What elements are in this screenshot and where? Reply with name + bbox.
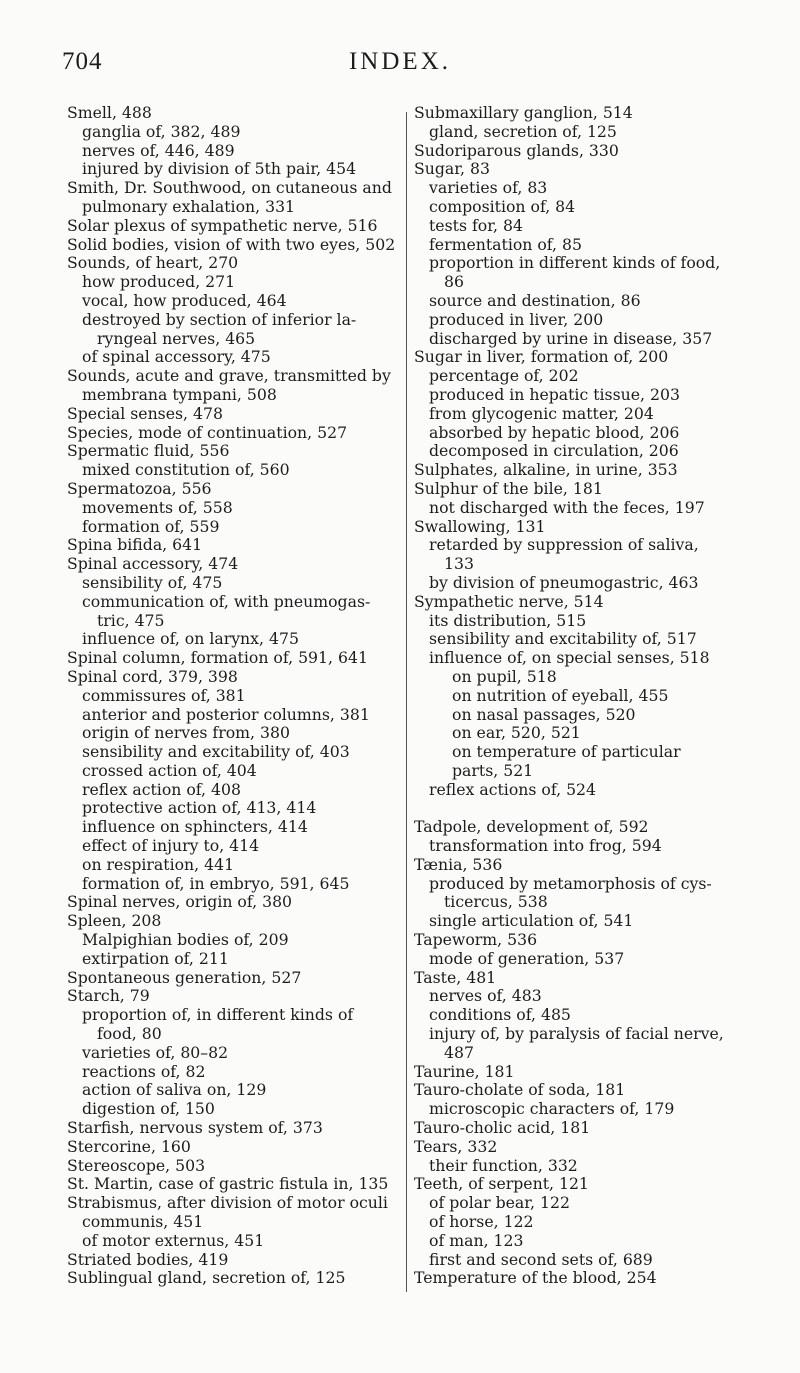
index-subentry: formation of, in embryo, 591, 645 bbox=[82, 873, 350, 893]
index-subentry: tric, 475 bbox=[97, 610, 165, 630]
index-entry: Spinal column, formation of, 591, 641 bbox=[67, 648, 368, 668]
index-subentry: discharged by urine in disease, 357 bbox=[429, 328, 713, 348]
index-subentry: influence of, on larynx, 475 bbox=[82, 629, 299, 649]
index-subentry: varieties of, 80–82 bbox=[82, 1042, 229, 1062]
index-entry: Special senses, 478 bbox=[67, 403, 223, 423]
index-subentry: reactions of, 82 bbox=[82, 1061, 206, 1081]
index-subentry: extirpation of, 211 bbox=[82, 948, 229, 968]
index-entry: Sympathetic nerve, 514 bbox=[414, 591, 604, 611]
index-subentry: conditions of, 485 bbox=[429, 1005, 571, 1025]
index-subentry: transformation into frog, 594 bbox=[429, 836, 662, 856]
index-entry: Temperature of the blood, 254 bbox=[414, 1268, 657, 1288]
entry-gap bbox=[414, 799, 754, 818]
index-subentry: single articulation of, 541 bbox=[429, 911, 634, 931]
index-subentry: on nasal passages, 520 bbox=[452, 704, 636, 724]
index-subentry: composition of, 84 bbox=[429, 196, 576, 216]
index-subentry: produced by metamorphosis of cys- bbox=[429, 873, 712, 893]
index-subentry: source and destination, 86 bbox=[429, 290, 641, 310]
index-entry: Spinal accessory, 474 bbox=[67, 554, 239, 574]
index-subentry: of polar bear, 122 bbox=[429, 1193, 570, 1213]
index-entry: Spermatic fluid, 556 bbox=[67, 441, 230, 461]
right-column bbox=[414, 104, 754, 1288]
index-subentry: formation of, 559 bbox=[82, 516, 220, 536]
index-subentry: on respiration, 441 bbox=[82, 854, 235, 874]
index-entry: Solid bodies, vision of with two eyes, 502 bbox=[67, 234, 396, 254]
index-subentry: from glycogenic matter, 204 bbox=[429, 403, 654, 423]
index-subentry: protective action of, 413, 414 bbox=[82, 798, 317, 818]
column-divider bbox=[406, 112, 407, 1292]
index-entry: Starch, 79 bbox=[67, 986, 150, 1006]
index-subentry: mode of generation, 537 bbox=[429, 948, 625, 968]
index-subentry: retarded by suppression of saliva, bbox=[429, 535, 699, 555]
index-entry: Species, mode of continuation, 527 bbox=[67, 422, 348, 442]
index-subentry: 133 bbox=[444, 554, 474, 574]
index-subentry: first and second sets of, 689 bbox=[429, 1249, 653, 1269]
index-subentry: on ear, 520, 521 bbox=[452, 723, 581, 743]
index-subentry: digestion of, 150 bbox=[82, 1099, 215, 1119]
index-subentry: membrana tympani, 508 bbox=[82, 384, 277, 404]
index-subentry: of horse, 122 bbox=[429, 1212, 534, 1232]
index-entry: St. Martin, case of gastric fistula in, 135 bbox=[67, 1174, 389, 1194]
index-entry: Smith, Dr. Southwood, on cutaneous and bbox=[67, 178, 392, 198]
index-entry: Taurine, 181 bbox=[414, 1061, 515, 1081]
index-entry: Sounds, acute and grave, transmitted by bbox=[67, 366, 391, 386]
index-subentry: reflex action of, 408 bbox=[82, 779, 241, 799]
index-subentry: communication of, with pneumogas- bbox=[82, 591, 371, 611]
index-subentry: movements of, 558 bbox=[82, 497, 233, 517]
index-subentry: microscopic characters of, 179 bbox=[429, 1099, 675, 1119]
index-subentry: effect of injury to, 414 bbox=[82, 836, 260, 856]
index-subentry: influence on sphincters, 414 bbox=[82, 817, 308, 837]
left-column bbox=[67, 104, 402, 1288]
index-entry: Swallowing, 131 bbox=[414, 516, 546, 536]
index-subentry: of motor externus, 451 bbox=[82, 1230, 265, 1250]
index-subentry: proportion of, in different kinds of bbox=[82, 1005, 354, 1025]
index-subentry: on pupil, 518 bbox=[452, 666, 557, 686]
index-entry: Spermatozoa, 556 bbox=[67, 478, 212, 498]
index-subentry: produced in liver, 200 bbox=[429, 309, 604, 329]
index-subentry: anterior and posterior columns, 381 bbox=[82, 704, 370, 724]
index-entry: Strabismus, after division of motor oculi bbox=[67, 1193, 388, 1213]
index-entry: Tauro-cholate of soda, 181 bbox=[414, 1080, 626, 1100]
index-subentry: tests for, 84 bbox=[429, 215, 523, 235]
index-subentry: produced in hepatic tissue, 203 bbox=[429, 384, 680, 404]
index-subentry: pulmonary exhalation, 331 bbox=[82, 196, 296, 216]
index-entry: Tears, 332 bbox=[414, 1136, 498, 1156]
index-entry: Tænia, 536 bbox=[414, 854, 503, 874]
index-entry: Sudoriparous glands, 330 bbox=[414, 140, 619, 160]
index-entry: Tauro-cholic acid, 181 bbox=[414, 1118, 591, 1138]
index-entry: Spina bifida, 641 bbox=[67, 535, 203, 555]
index-entry: Spleen, 208 bbox=[67, 911, 162, 931]
index-entry: Teeth, of serpent, 121 bbox=[414, 1174, 589, 1194]
index-subentry: on nutrition of eyeball, 455 bbox=[452, 685, 669, 705]
index-subentry: proportion in different kinds of food, bbox=[429, 253, 721, 273]
index-subentry: ganglia of, 382, 489 bbox=[82, 121, 241, 141]
index-entry: Spontaneous generation, 527 bbox=[67, 967, 302, 987]
index-subentry: 487 bbox=[444, 1042, 474, 1062]
index-subentry: destroyed by section of inferior la- bbox=[82, 309, 357, 329]
index-subentry: parts, 521 bbox=[452, 760, 534, 780]
index-subentry: gland, secretion of, 125 bbox=[429, 121, 617, 141]
index-subentry: injured by division of 5th pair, 454 bbox=[82, 159, 357, 179]
index-entry: Taste, 481 bbox=[414, 967, 497, 987]
index-entry: Sugar, 83 bbox=[414, 159, 490, 179]
index-entry: Tadpole, development of, 592 bbox=[414, 817, 649, 837]
page-number: 704 bbox=[62, 48, 103, 75]
index-subentry: fermentation of, 85 bbox=[429, 234, 582, 254]
index-subentry: communis, 451 bbox=[82, 1212, 204, 1232]
index-subentry: its distribution, 515 bbox=[429, 610, 587, 630]
index-subentry: varieties of, 83 bbox=[429, 178, 548, 198]
index-subentry: vocal, how produced, 464 bbox=[82, 290, 287, 310]
index-entry: Sublingual gland, secretion of, 125 bbox=[67, 1268, 346, 1288]
index-entry: Spinal nerves, origin of, 380 bbox=[67, 892, 293, 912]
running-head: INDEX. bbox=[348, 48, 451, 75]
index-entry: Tapeworm, 536 bbox=[414, 930, 538, 950]
index-subentry: how produced, 271 bbox=[82, 272, 236, 292]
index-entry: Spinal cord, 379, 398 bbox=[67, 666, 238, 686]
index-subentry: sensibility and excitability of, 517 bbox=[429, 629, 697, 649]
index-entry: Starfish, nervous system of, 373 bbox=[67, 1118, 323, 1138]
index-entry: Submaxillary ganglion, 514 bbox=[414, 103, 633, 122]
page-header bbox=[62, 48, 738, 88]
index-subentry: not discharged with the feces, 197 bbox=[429, 497, 705, 517]
index-subentry: nerves of, 483 bbox=[429, 986, 542, 1006]
index-subentry: mixed constitution of, 560 bbox=[82, 460, 290, 480]
index-subentry: percentage of, 202 bbox=[429, 366, 579, 386]
index-subentry: 86 bbox=[444, 272, 464, 292]
index-subentry: on temperature of particular bbox=[452, 742, 681, 762]
index-entry: Sulphates, alkaline, in urine, 353 bbox=[414, 460, 678, 480]
index-subentry: reflex actions of, 524 bbox=[429, 779, 597, 799]
index-subentry: injury of, by paralysis of facial nerve, bbox=[429, 1024, 724, 1044]
index-entry: Smell, 488 bbox=[67, 103, 152, 122]
index-subentry: their function, 332 bbox=[429, 1155, 578, 1175]
index-subentry: sensibility and excitability of, 403 bbox=[82, 742, 350, 762]
index-subentry: influence of, on special senses, 518 bbox=[429, 648, 710, 668]
index-subentry: absorbed by hepatic blood, 206 bbox=[429, 422, 680, 442]
index-subentry: crossed action of, 404 bbox=[82, 760, 257, 780]
index-subentry: sensibility of, 475 bbox=[82, 572, 223, 592]
index-entry: Striated bodies, 419 bbox=[67, 1249, 229, 1269]
index-entry: Stereoscope, 503 bbox=[67, 1155, 206, 1175]
index-subentry: by division of pneumogastric, 463 bbox=[429, 572, 699, 592]
index-subentry: ticercus, 538 bbox=[444, 892, 548, 912]
index-entry: Sounds, of heart, 270 bbox=[67, 253, 239, 273]
index-subentry: action of saliva on, 129 bbox=[82, 1080, 267, 1100]
index-entry: Sulphur of the bile, 181 bbox=[414, 478, 603, 498]
index-subentry: food, 80 bbox=[97, 1024, 162, 1044]
index-entry: Sugar in liver, formation of, 200 bbox=[414, 347, 669, 367]
index-subentry: commissures of, 381 bbox=[82, 685, 246, 705]
index-entry: Stercorine, 160 bbox=[67, 1136, 191, 1156]
index-subentry: ryngeal nerves, 465 bbox=[97, 328, 256, 348]
index-subentry: of spinal accessory, 475 bbox=[82, 347, 271, 367]
index-subentry: nerves of, 446, 489 bbox=[82, 140, 235, 160]
index-entry: Solar plexus of sympathetic nerve, 516 bbox=[67, 215, 378, 235]
index-subentry: decomposed in circulation, 206 bbox=[429, 441, 679, 461]
index-subentry: origin of nerves from, 380 bbox=[82, 723, 290, 743]
index-subentry: of man, 123 bbox=[429, 1230, 524, 1250]
index-subentry: Malpighian bodies of, 209 bbox=[82, 930, 289, 950]
